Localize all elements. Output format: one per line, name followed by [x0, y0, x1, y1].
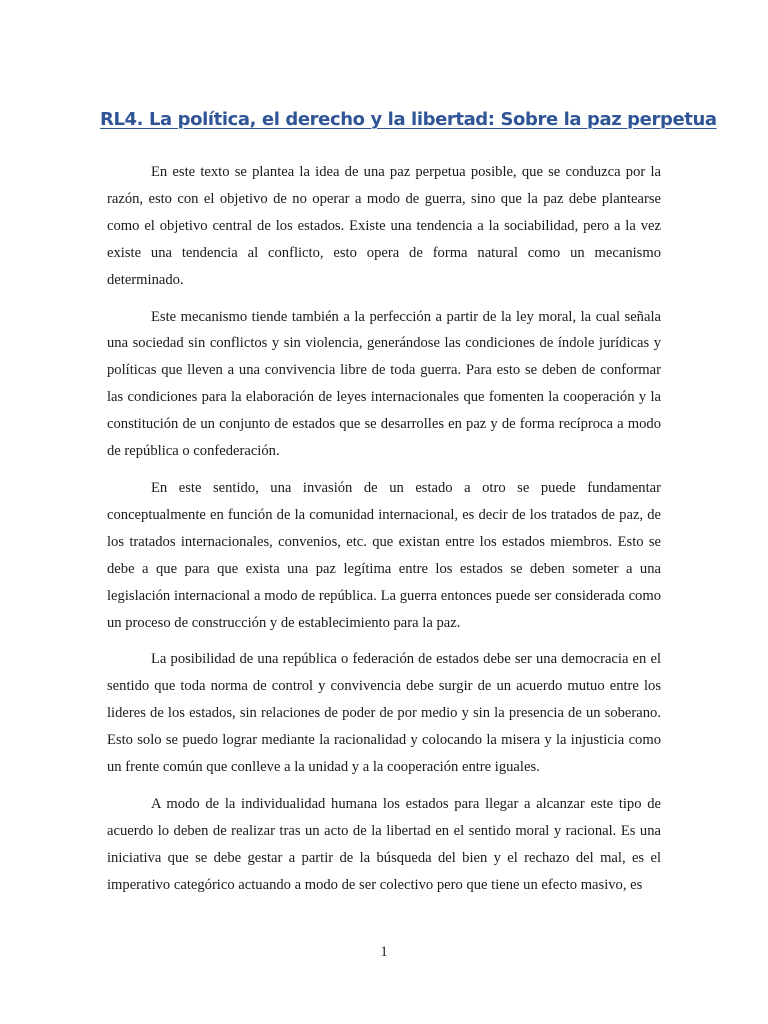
paragraph-2: Este mecanismo tiende también a la perfección a partir de la ley moral, la cual señala una sociedad sin conflictos y sin violencia, generándose las condiciones de índole jurídicas y políticas que lleven a una convivencia libre de toda guerra. Para esto se deben de conformar las condiciones para la elaboración de leyes internacionales que fomenten la cooperación y la constitución de un conjunto de estados que se desarrolles en paz y de forma recíproca a modo de república o confederación.: [107, 308, 661, 460]
document-title: [100, 104, 717, 136]
document-title-text: RL4. La política, el derecho y la libertad: Sobre la paz perpetua: [100, 109, 717, 130]
document-body: [107, 159, 661, 909]
paragraph-5: A modo de la individualidad humana los estados para llegar a alcanzar este tipo de acuerdo lo deben de realizar tras un acto de la libertad en el sentido moral y racional. Es una iniciativa que se debe gestar a partir de la búsqueda del bien y el rechazo del mal, es el imperativo categórico actuando a modo de ser colectivo pero que tiene un efecto masivo, es: [107, 795, 661, 893]
paragraph-1: En este texto se plantea la idea de una paz perpetua posible, que se conduzca por la razón, esto con el objetivo de no operar a modo de guerra, sino que la paz debe plantearse como el objetivo central de los estados. Existe una tendencia a la sociabilidad, pero a la vez existe una tendencia al conflicto, esto opera de forma natural como un mecanismo determinado.: [107, 164, 661, 288]
page-number: 1: [380, 944, 388, 960]
paragraph-4: La posibilidad de una república o federación de estados debe ser una democracia en el sentido que toda norma de control y convivencia debe surgir de un acuerdo mutuo entre los lideres de los estados, sin relaciones de poder de por medio y sin la presencia de un soberano. Esto solo se puedo lograr mediante la racionalidad y colocando la misera y la injusticia como un frente común que conlleve a la unidad y a la cooperación entre iguales.: [107, 651, 661, 776]
paragraph-3: En este sentido, una invasión de un estado a otro se puede fundamentar conceptualmente en función de la comunidad internacional, es decir de los tratados de paz, de los tratados internacionales, convenios, etc. que existan entre los estados miembros. Esto se debe a que para que exista una paz legítima entre los estados se deben someter a una legislación internacional a modo de república. La guerra entonces puede ser considerada como un proceso de construcción y de establecimiento para la paz.: [107, 479, 661, 631]
